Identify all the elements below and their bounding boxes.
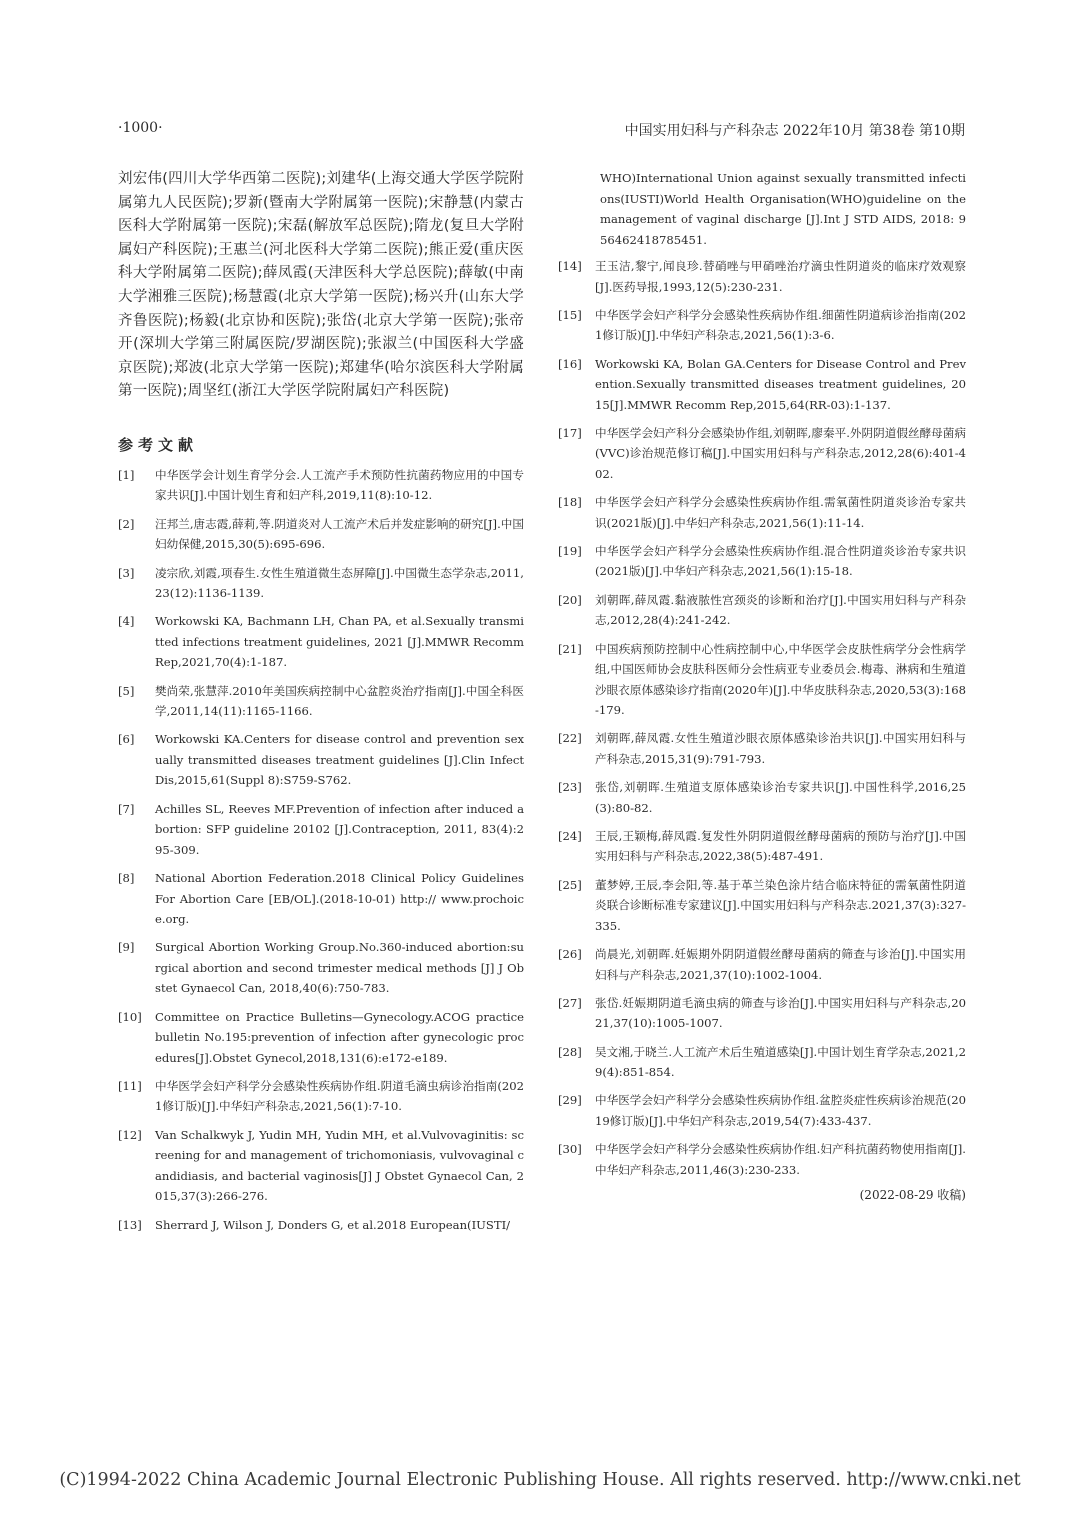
received-date: (2022-08-29 收稿) [859, 1188, 966, 1203]
reference-item [118, 937, 524, 999]
references-heading: 参考文献 [118, 435, 199, 454]
reference-number: [5] [118, 683, 135, 698]
reference-item [558, 875, 966, 937]
reference-item [118, 514, 524, 555]
reference-number: [27] [558, 995, 582, 1010]
reference-item [558, 423, 966, 485]
reference-number: [12] [118, 1127, 142, 1142]
reference-item [558, 944, 966, 985]
reference-number: [22] [558, 731, 582, 746]
reference-text: 中华医学会妇产科学分会感染性疾病协作组.阴道毛滴虫病诊治指南(2021修订版)[J].中华妇产科杂志,2021,56(1):7-10. [155, 1078, 524, 1114]
reference-text: 刘朝晖,薛凤霞.女性生殖道沙眼衣原体感染诊治共识[J].中国实用妇科与产科杂志,2015,31(9):791-793. [595, 731, 966, 766]
reference-text: 凌宗欣,刘霞,项春生.女性生殖道微生态屏障[J].中国微生态学杂志,2011,23(12):1136-1139. [155, 565, 524, 601]
reference-13-continued: WHO)International Union against sexually transmitted infections(IUSTI)World Health Organisation(WHO)guideline on the management of vaginal discharge [J].Int J STD AIDS, 2018: 956462418785451. [600, 171, 966, 247]
reference-item [558, 1042, 966, 1083]
reference-item [558, 777, 966, 818]
reference-list-right [558, 256, 966, 1180]
contributors-paragraph: 刘宏伟(四川大学华西第二医院);刘建华(上海交通大学医学院附属第九人民医院);罗新(暨南大学附属第一医院);宋静慧(内蒙古医科大学附属第一医院);宋磊(解放军总医院);隋龙(复旦大学附属妇产科医院);王惠兰(河北医科大学第二医院);熊正爱(重庆医科大学附属第二医院);薛凤霞(天津医科大学总医院);薛敏(中南大学湘雅三医院);杨慧霞(北京大学第一医院);杨兴升(山东大学齐鲁医院);杨毅(北京协和医院);张岱(北京大学第一医院);张帝开(深圳大学第三附属医院/罗湖医院);张淑兰(中国医科大学盛京医院);郑波(北京大学第一医院);郑建华(哈尔滨医科大学附属第一医院);周坚红(浙江大学医学院附属妇产科医院) [118, 171, 524, 400]
reference-text: 中华医学会计划生育学分会.人工流产手术预防性抗菌药物应用的中国专家共识[J].中国计划生育和妇产科,2019,11(8):10-12. [155, 467, 524, 503]
reference-text: 董梦婷,王辰,李会阳,等.基于革兰染色涂片结合临床特征的需氧菌性阴道炎联合诊断标准专家建议[J].中国实用妇科与产科杂志.2021,37(3):327-335. [595, 877, 966, 933]
reference-number: [17] [558, 425, 582, 440]
journal-running-header: 中国实用妇科与产科杂志 2022年10月 第38卷 第10期 [624, 123, 965, 139]
reference-text: Sherrard J, Wilson J, Donders G, et al.2018 European(IUSTI/ [155, 1217, 511, 1232]
reference-number: [29] [558, 1093, 582, 1108]
reference-text: 中华医学会妇产科学分会感染性疾病协作组.妇产科抗菌药物使用指南[J].中华妇产科杂志,2011,46(3):230-233. [595, 1142, 966, 1177]
page-number: ·1000· [118, 120, 163, 136]
reference-item [558, 1139, 966, 1180]
reference-number: [24] [558, 828, 582, 843]
reference-text: Committee on Practice Bulletins—Gynecology.ACOG practice bulletin No.195:prevention of infection after gynecologic procedures[J].Obstet Gynecol,2018,131(6):e172-e189. [155, 1009, 524, 1065]
reference-text: 中华医学会妇产科学分会感染性疾病协作组.盆腔炎症性疾病诊治规范(2019修订版)[J].中华妇产科杂志,2019,54(7):433-437. [595, 1093, 966, 1128]
reference-item [558, 826, 966, 867]
reference-item [558, 305, 966, 346]
reference-number: [26] [558, 947, 582, 962]
reference-number: [21] [558, 641, 582, 656]
reference-number: [11] [118, 1078, 142, 1093]
reference-text: 汪邦兰,唐志霞,薛莉,等.阴道炎对人工流产术后并发症影响的研究[J].中国妇幼保健,2015,30(5):695-696. [155, 516, 524, 552]
reference-item [558, 492, 966, 533]
reference-text: Surgical Abortion Working Group.No.360-induced abortion:surgical abortion and second trimester medical methods [J] J Obstet Gynaecol Can, 2018,40(6):750-783. [155, 940, 524, 996]
reference-text: 中华医学会妇产科学分会感染性疾病协作组.需氧菌性阴道炎诊治专家共识(2021版)[J].中华妇产科杂志,2021,56(1):11-14. [595, 495, 966, 530]
reference-number: [25] [558, 877, 582, 892]
reference-item [558, 639, 966, 721]
reference-text: 张岱,刘朝晖.生殖道支原体感染诊治专家共识[J].中国性科学,2016,25(3):80-82. [595, 780, 966, 815]
reference-number: [30] [558, 1142, 582, 1157]
reference-text: 刘朝晖,薛凤霞.黏液脓性宫颈炎的诊断和治疗[J].中国实用妇科与产科杂志,2012,28(4):241-242. [595, 592, 966, 628]
reference-item [118, 1125, 524, 1207]
reference-number: [7] [118, 801, 135, 816]
reference-item [118, 465, 524, 506]
reference-list-left [118, 465, 524, 1235]
reference-number: [18] [558, 495, 582, 510]
reference-item [558, 728, 966, 769]
reference-number: [20] [558, 592, 582, 607]
reference-number: [1] [118, 467, 135, 482]
reference-text: 樊尚荣,张慧萍.2010年美国疾病控制中心盆腔炎治疗指南[J].中国全科医学,2011,14(11):1165-1166. [155, 683, 524, 719]
copyright-footer: (C)1994-2022 China Academic Journal Electronic Publishing House. All rights reserved. http://www.cnki.net [59, 1470, 1021, 1490]
reference-text: 吴文湘,于晓兰.人工流产术后生殖道感染[J].中国计划生育学杂志,2021,29(4):851-854. [595, 1044, 966, 1080]
reference-item [118, 1215, 524, 1236]
reference-item [118, 563, 524, 604]
reference-item [558, 256, 966, 297]
reference-item [558, 590, 966, 631]
reference-number: [16] [558, 356, 582, 371]
reference-item [558, 354, 966, 416]
left-column [118, 168, 524, 1243]
reference-number: [4] [118, 614, 135, 629]
reference-text: 中华医学会妇产科分会感染协作组,刘朝晖,廖秦平.外阴阴道假丝酵母菌病(VVC)诊治规范修订稿[J].中国实用妇科与产科杂志,2012,28(6):401-402. [595, 425, 966, 481]
reference-number: [10] [118, 1009, 142, 1024]
reference-text: Achilles SL, Reeves MF.Prevention of infection after induced abortion: SFP guideline 20102 [J].Contraception, 2011, 83(4):295-309. [155, 801, 524, 857]
reference-text: 中华医学会妇产科学分会感染性疾病协作组.细菌性阴道病诊治指南(2021修订版)[J].中华妇产科杂志,2021,56(1):3-6. [595, 307, 966, 343]
reference-item [118, 681, 524, 722]
reference-number: [14] [558, 259, 582, 273]
reference-item [118, 611, 524, 673]
reference-item [118, 1007, 524, 1069]
reference-item [118, 729, 524, 791]
reference-text: Workowski KA.Centers for disease control and prevention sexually transmitted diseases treatment guidelines [J].Clin Infect Dis,2015,61(Suppl 8):S759-S762. [155, 732, 524, 788]
reference-text: Workowski KA, Bolan GA.Centers for Disease Control and Prevention.Sexually transmitted diseases treatment guidelines, 2015[J].MMWR Recomm Rep,2015,64(RR-03):1-137. [595, 356, 966, 412]
reference-item [118, 868, 524, 930]
reference-text: 王玉洁,黎宁,闻良珍.替硝唑与甲硝唑治疗滴虫性阴道炎的临床疗效观察[J].医药导报,1993,12(5):230-231. [595, 259, 966, 294]
reference-number: [28] [558, 1044, 582, 1059]
reference-number: [2] [118, 516, 135, 531]
reference-number: [13] [118, 1217, 142, 1232]
reference-text: Workowski KA, Bachmann LH, Chan PA, et al.Sexually transmitted infections treatment guidelines, 2021 [J].MMWR Recomm Rep,2021,70(4):1-187. [155, 614, 524, 670]
reference-text: Van Schalkwyk J, Yudin MH, Yudin MH, et al.Vulvovaginitis: screening for and management of trichomoniasis, vulvovaginal candidiasis, and bacterial vaginosis[J] J Obstet Gynaecol Can, 2015,37(3):266-276. [155, 1127, 524, 1204]
reference-number: [8] [118, 871, 135, 886]
reference-text: 王辰,王颖梅,薛凤霞.复发性外阴阴道假丝酵母菌病的预防与治疗[J].中国实用妇科与产科杂志,2022,38(5):487-491. [595, 828, 966, 864]
reference-text: 张岱.妊娠期阴道毛滴虫病的筛查与诊治[J].中国实用妇科与产科杂志,2021,37(10):1005-1007. [595, 995, 966, 1031]
reference-item [558, 993, 966, 1034]
reference-text: 中国疾病预防控制中心性病控制中心,中华医学会皮肤性病学分会性病学组,中国医师协会皮肤科医师分会性病亚专业委员会.梅毒、淋病和生殖道沙眼衣原体感染诊疗指南(2020年)[J].中华皮肤科杂志,2020,53(3):168-179. [595, 641, 966, 718]
reference-number: [23] [558, 780, 582, 795]
right-column [558, 168, 966, 1203]
reference-text: 尚晨光,刘朝晖.妊娠期外阴阴道假丝酵母菌病的筛查与诊治[J].中国实用妇科与产科杂志,2021,37(10):1002-1004. [595, 947, 966, 982]
reference-number: [19] [558, 543, 582, 558]
reference-number: [6] [118, 732, 135, 747]
reference-item [558, 541, 966, 582]
reference-item [118, 799, 524, 861]
reference-number: [15] [558, 307, 582, 322]
reference-number: [9] [118, 940, 135, 955]
reference-item [118, 1076, 524, 1117]
reference-number: [3] [118, 565, 135, 580]
reference-text: 中华医学会妇产科学分会感染性疾病协作组.混合性阴道炎诊治专家共识(2021版)[J].中华妇产科杂志,2021,56(1):15-18. [595, 543, 966, 579]
reference-item [558, 1090, 966, 1131]
reference-text: National Abortion Federation.2018 Clinical Policy Guidelines For Abortion Care [EB/OL].(2018-10-01) http:// www.prochoice.org. [155, 871, 524, 927]
